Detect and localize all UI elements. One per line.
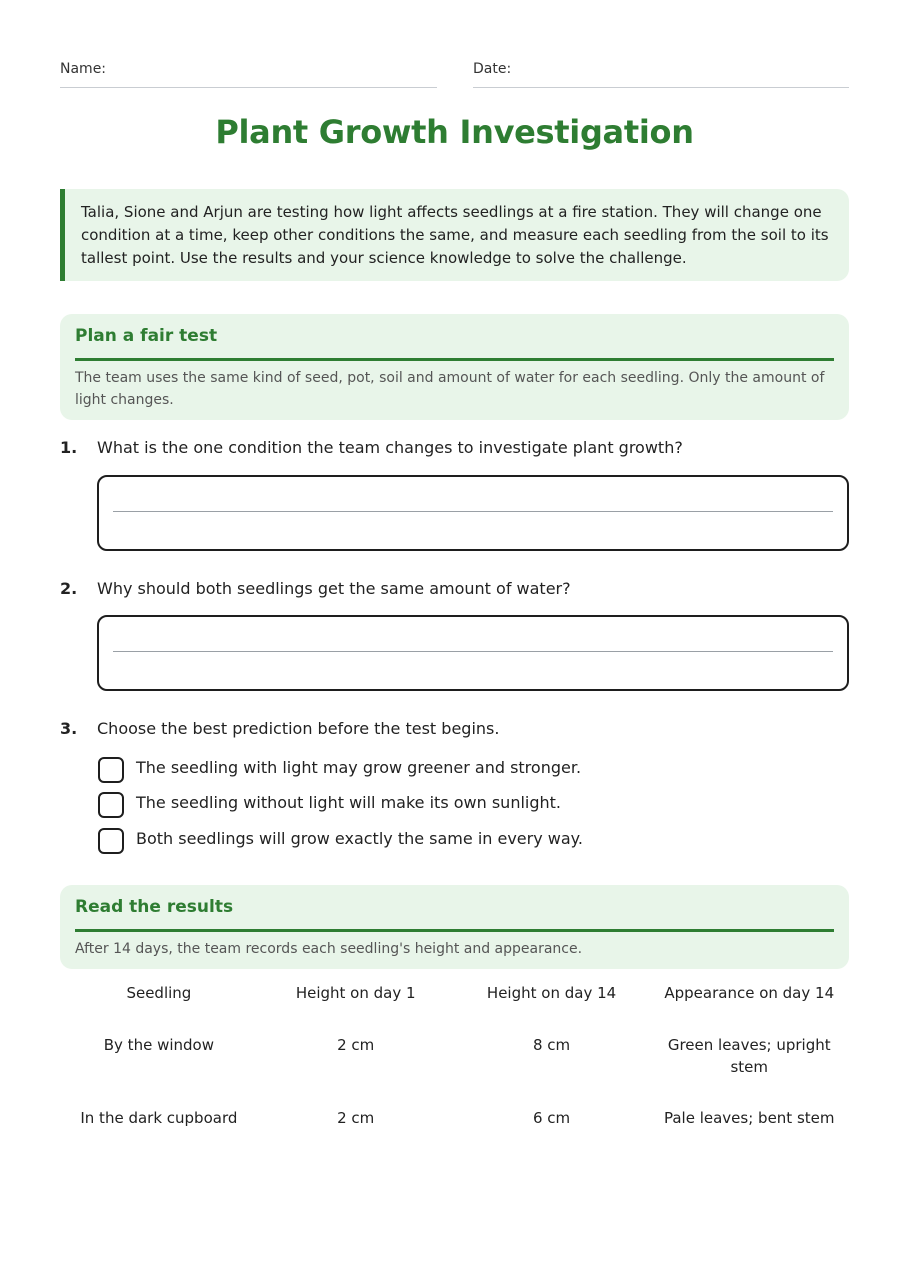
table-cell: 8 cm bbox=[532, 1036, 571, 1054]
table-cell: In the dark cupboard bbox=[80, 1109, 238, 1127]
column-header: Height on day 14 bbox=[486, 984, 617, 1002]
table-cell: 2 cm bbox=[337, 1036, 375, 1054]
question-number: 1. bbox=[60, 438, 78, 457]
question-text: What is the one condition the team changes to investigate plant growth? bbox=[97, 438, 683, 457]
answer-box-1[interactable] bbox=[97, 475, 849, 551]
checkbox[interactable] bbox=[98, 828, 124, 854]
date-label: Date: bbox=[473, 61, 512, 77]
answer-line bbox=[113, 651, 833, 652]
section-title: Plan a fair test bbox=[75, 314, 834, 361]
prediction-option-3[interactable] bbox=[97, 828, 849, 856]
name-label: Name: bbox=[60, 61, 107, 77]
column-header: Appearance on day 14 bbox=[664, 984, 835, 1002]
section-description: After 14 days, the team records each seedling's height and appearance. bbox=[75, 941, 583, 957]
section-plan-fair-test bbox=[60, 314, 849, 420]
checkbox[interactable] bbox=[98, 757, 124, 783]
question-number: 3. bbox=[60, 719, 78, 738]
intro-callout bbox=[60, 189, 849, 281]
table-cell: Green leaves; upright stem bbox=[667, 1036, 831, 1076]
option-label: The seedling without light will make its own sunlight. bbox=[136, 793, 562, 812]
table-row bbox=[60, 1034, 849, 1107]
question-text: Choose the best prediction before the test begins. bbox=[97, 719, 500, 738]
answer-box-2[interactable] bbox=[97, 615, 849, 691]
name-field[interactable] bbox=[60, 61, 437, 88]
table-header-row bbox=[60, 982, 849, 1034]
option-label: The seedling with light may grow greener and stronger. bbox=[136, 758, 582, 777]
section-title: Read the results bbox=[75, 885, 834, 932]
table-cell: 6 cm bbox=[532, 1109, 571, 1127]
header-fields bbox=[60, 61, 849, 89]
answer-line bbox=[113, 511, 833, 512]
section-description: The team uses the same kind of seed, pot, soil and amount of water for each seedling. Only the amount of light changes. bbox=[75, 370, 825, 408]
question-number: 2. bbox=[60, 579, 78, 598]
page-title: Plant Growth Investigation bbox=[215, 113, 694, 151]
intro-text: Talia, Sione and Arjun are testing how light affects seedlings at a fire station. They will change one condition at a time, keep other conditions the same, and measure each seedling from the soil to its tallest point. Use the results and your science knowledge to solve the challenge. bbox=[81, 203, 829, 267]
prediction-option-2[interactable] bbox=[97, 792, 849, 820]
table-cell: 2 cm bbox=[337, 1109, 375, 1127]
table-cell: By the window bbox=[103, 1036, 214, 1054]
table-cell: Pale leaves; bent stem bbox=[663, 1109, 835, 1127]
prediction-option-1[interactable] bbox=[97, 757, 849, 785]
option-label: Both seedlings will grow exactly the same in every way. bbox=[136, 829, 583, 848]
table-row bbox=[60, 1107, 849, 1147]
date-field[interactable] bbox=[473, 61, 849, 88]
results-table bbox=[60, 982, 849, 1147]
section-read-results bbox=[60, 885, 849, 969]
question-text: Why should both seedlings get the same amount of water? bbox=[97, 579, 571, 598]
column-header: Height on day 1 bbox=[295, 984, 416, 1002]
column-header: Seedling bbox=[126, 984, 192, 1002]
checkbox[interactable] bbox=[98, 792, 124, 818]
